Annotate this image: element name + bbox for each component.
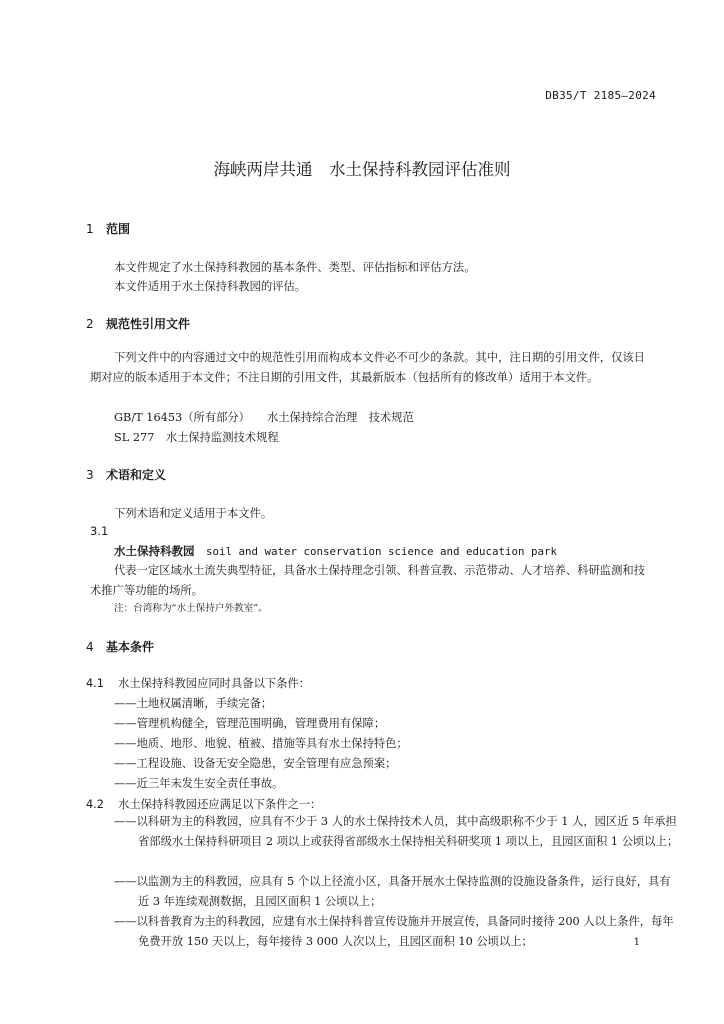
- paragraph: 本文件规定了水土保持科教园的基本条件、类型、评估指标和评估方法。: [114, 261, 476, 274]
- section-2-heading: [86, 315, 190, 332]
- reference-item: [114, 409, 414, 425]
- reference-title: 水土保持监测技术规程: [165, 431, 279, 444]
- section-number: 3: [86, 468, 94, 482]
- section-title: 基本条件: [106, 640, 155, 654]
- term-note: 注：台湾称为“水土保持户外教室”。: [114, 603, 268, 614]
- term-english: soil and water conservation science and education park: [206, 545, 558, 558]
- clause-4-1: [86, 675, 310, 691]
- section-3-heading: [86, 466, 166, 483]
- list-item: ——地质、地形、地貌、植被、措施等具有水土保持特色；: [114, 737, 408, 750]
- term-chinese: 水土保持科教园: [114, 544, 195, 558]
- clause-4-2: [86, 796, 321, 812]
- reference-code: GB/T 16453（所有部分）: [114, 411, 245, 424]
- clause-text: 水土保持科教园还应满足以下条件之一：: [118, 798, 322, 811]
- section-number: 1: [86, 222, 94, 236]
- term-entry: [114, 543, 557, 559]
- section-title: 范围: [106, 222, 131, 236]
- list-item: ——以监测为主的科教园，应具有 5 个以上径流小区，具备开展水土保持监测的设施设备条件，运行良好，具有近 3 年连续观测数据，且园区面积 1 公顷以上；: [114, 875, 671, 908]
- list-item: ——土地权属清晰，手续完备；: [114, 697, 273, 710]
- page-number: 1: [633, 937, 640, 948]
- document-title: 海峡两岸共通 水土保持科教园评估准则: [213, 160, 511, 179]
- section-number: 4: [86, 640, 94, 654]
- reference-code: SL 277: [114, 431, 155, 444]
- section-1-heading: [86, 220, 130, 237]
- list-item: ——近三年未发生安全责任事故。: [114, 777, 284, 790]
- section-number: 2: [86, 317, 94, 331]
- list-item: ——工程设施、设备无安全隐患，安全管理有应急预案；: [114, 757, 397, 770]
- term-definition: 代表一定区域水土流失典型特征，具备水土保持理念引领、科普宣教、示范带动、人才培养、科研监测和技术推广等功能的场所。: [90, 564, 645, 597]
- list-item: ——以科研为主的科教园，应具有不少于 3 人的水土保持技术人员，其中高级职称不少于 1 人，园区近 5 年承担省部级水土保持科研项目 2 项以上或获得省部级水土保持相关科研奖项 1 项以上，且园区面积 1 公顷以上；: [114, 815, 679, 848]
- list-item: ——管理机构健全，管理范围明确，管理费用有保障；: [114, 717, 386, 730]
- section-title: 术语和定义: [106, 468, 167, 482]
- clause-text: 水土保持科教园应同时具备以下条件：: [118, 677, 311, 690]
- standard-code: DB35/T 2185—2024: [545, 89, 656, 102]
- paragraph: 下列术语和定义适用于本文件。: [114, 507, 273, 520]
- section-title: 规范性引用文件: [106, 317, 191, 331]
- section-4-heading: [86, 638, 154, 655]
- clause-number: 4.1: [86, 677, 104, 690]
- clause-number: 4.2: [86, 798, 104, 811]
- term-number: 3.1: [90, 524, 109, 538]
- paragraph: 本文件适用于水土保持科教园的评估。: [114, 280, 307, 293]
- reference-item: [114, 429, 279, 445]
- list-item: ——以科普教育为主的科教园，应建有水土保持科普宣传设施并开展宣传，具备同时接待 200 人以上条件，每年免费开放 150 天以上，每年接待 3 000 人次以上，且园区面积 10 公顷以上；: [114, 915, 674, 948]
- reference-title: 水土保持综合治理 技术规范: [266, 411, 414, 424]
- paragraph: 下列文件中的内容通过文中的规范性引用而构成本文件必不可少的条款。其中，注日期的引用文件，仅该日期对应的版本适用于本文件；不注日期的引用文件，其最新版本（包括所有的修改单）适用于本文件。: [90, 351, 645, 384]
